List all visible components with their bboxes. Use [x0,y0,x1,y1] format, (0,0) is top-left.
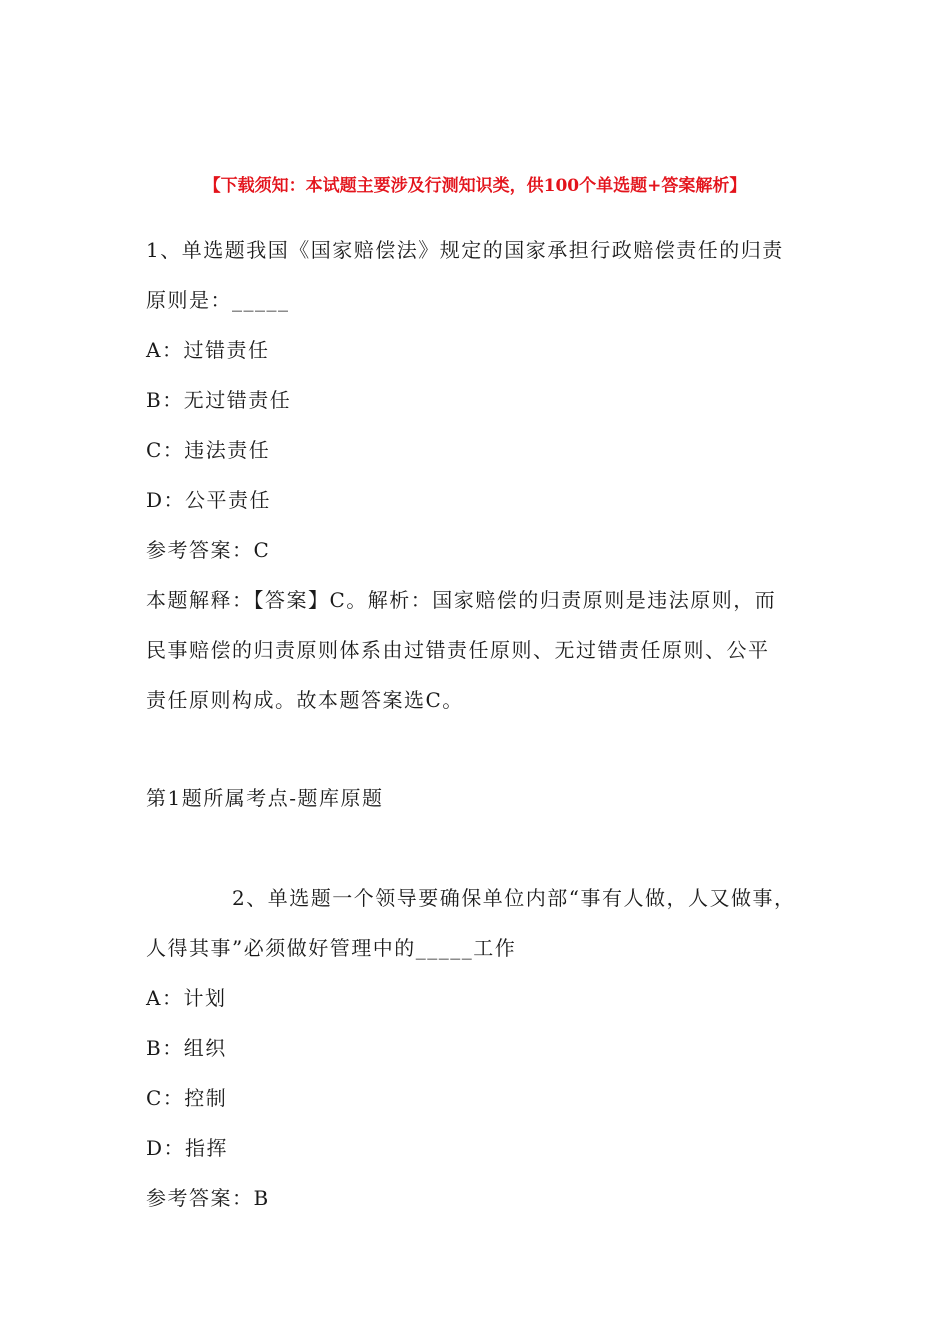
question-1-stem-line-1: 1、单选题我国《国家赔偿法》规定的国家承担行政赔偿责任的归责 [146,238,784,262]
question-1-stem-line-2: 原则是：_____ [146,288,290,312]
question-2-option-c: C：控制 [146,1086,228,1110]
question-1-explanation-line-2: 民事赔偿的归责原则体系由过错责任原则、无过错责任原则、公平 [146,638,770,662]
question-2-option-b: B：组织 [146,1036,227,1060]
question-1-topic: 第1题所属考点-题库原题 [146,786,384,810]
question-2-stem-line-1: 2、单选题一个领导要确保单位内部“事有人做，人又做事， [232,886,796,910]
question-1-option-d: D：公平责任 [146,488,272,512]
question-2-answer: 参考答案：B [146,1186,270,1210]
question-2-option-a: A：计划 [146,986,227,1010]
download-notice: 【下载须知：本试题主要涉及行测知识类，供100个单选题+答案解析】 [203,176,747,196]
question-2-option-d: D：指挥 [146,1136,229,1160]
question-1-option-b: B：无过错责任 [146,388,292,412]
question-1-explanation-line-3: 责任原则构成。故本题答案选C。 [146,688,464,712]
question-1-option-c: C：违法责任 [146,438,271,462]
question-1-answer: 参考答案：C [146,538,271,562]
question-2-stem-line-2: 人得其事”必须做好管理中的_____工作 [146,936,517,960]
question-1-option-a: A：过错责任 [146,338,270,362]
question-1-explanation-line-1: 本题解释：【答案】C。解析：国家赔偿的归责原则是违法原则，而 [146,588,777,612]
